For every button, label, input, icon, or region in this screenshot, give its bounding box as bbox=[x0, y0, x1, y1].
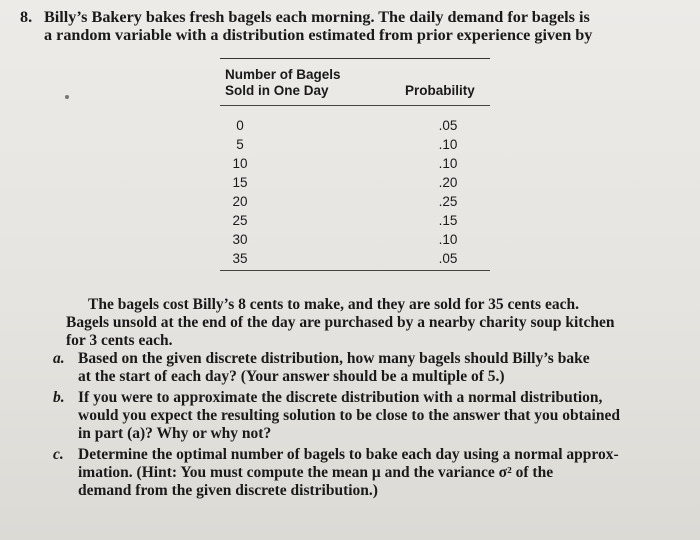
page-speck bbox=[65, 95, 69, 99]
part-b-line-3: in part (a)? Why or why not? bbox=[78, 425, 272, 442]
table-cell: 30 bbox=[232, 232, 248, 247]
part-c-line-2: imation. (Hint: You must compute the mean μ and the variance σ² of the bbox=[78, 464, 554, 481]
table-cell: .10 bbox=[438, 156, 458, 171]
table-cell: 5 bbox=[236, 137, 244, 152]
table-cell: .05 bbox=[438, 118, 458, 133]
problem-number: 8. bbox=[20, 8, 33, 26]
part-c-line-3: demand from the given discrete distribution.) bbox=[78, 482, 378, 499]
table-cell: .20 bbox=[438, 175, 458, 190]
part-a bbox=[53, 350, 688, 386]
table-cell: .10 bbox=[438, 232, 458, 247]
problem-line-2: a random variable with a distribution estimated from prior experience given by bbox=[44, 26, 593, 44]
part-a-line-2: at the start of each day? (Your answer should be a multiple of 5.) bbox=[78, 368, 505, 385]
part-b-line-1: If you were to approximate the discrete distribution with a normal distribution, bbox=[78, 389, 603, 406]
table-cell: .05 bbox=[438, 251, 458, 266]
problem-statement bbox=[20, 8, 685, 44]
part-c-label: c. bbox=[53, 446, 64, 463]
table-cell: 25 bbox=[232, 213, 248, 228]
part-c bbox=[53, 446, 688, 500]
part-a-label: a. bbox=[53, 350, 65, 367]
bagels-header-line-2: Sold in One Day bbox=[225, 83, 329, 98]
probability-column-header: Probability bbox=[405, 83, 475, 98]
bagels-column bbox=[225, 116, 255, 268]
table-cell: 35 bbox=[232, 251, 248, 266]
table-cell: 15 bbox=[232, 175, 248, 190]
paragraph-line-3: for 3 cents each. bbox=[66, 332, 173, 349]
table-header-rule bbox=[220, 105, 490, 106]
cost-paragraph bbox=[66, 296, 686, 350]
table-cell: .15 bbox=[438, 213, 458, 228]
bagels-header-line-1: Number of Bagels bbox=[225, 67, 341, 82]
paragraph-line-1: The bagels cost Billy’s 8 cents to make, and they are sold for 35 cents each. bbox=[88, 296, 579, 313]
probability-column bbox=[428, 116, 468, 268]
table-cell: 0 bbox=[236, 118, 244, 133]
table-bottom-rule bbox=[220, 270, 490, 271]
table-cell: 10 bbox=[232, 156, 248, 171]
part-b bbox=[53, 389, 688, 443]
problem-line-1: Billy’s Bakery bakes fresh bagels each morning. The daily demand for bagels is bbox=[44, 8, 590, 26]
table-top-rule bbox=[220, 58, 490, 59]
question-parts bbox=[53, 350, 688, 503]
bagels-column-header bbox=[225, 67, 341, 99]
table-cell: 20 bbox=[232, 194, 248, 209]
paragraph-line-2: Bagels unsold at the end of the day are purchased by a nearby charity soup kitchen bbox=[66, 314, 615, 331]
table-cell: .10 bbox=[438, 137, 458, 152]
part-c-line-1: Determine the optimal number of bagels to bake each day using a normal approx- bbox=[78, 446, 619, 463]
table-cell: .25 bbox=[438, 194, 458, 209]
part-a-line-1: Based on the given discrete distribution, how many bagels should Billy’s bake bbox=[78, 350, 590, 367]
part-b-label: b. bbox=[53, 389, 65, 406]
part-b-line-2: would you expect the resulting solution to be close to the answer that you obtained bbox=[78, 407, 620, 424]
